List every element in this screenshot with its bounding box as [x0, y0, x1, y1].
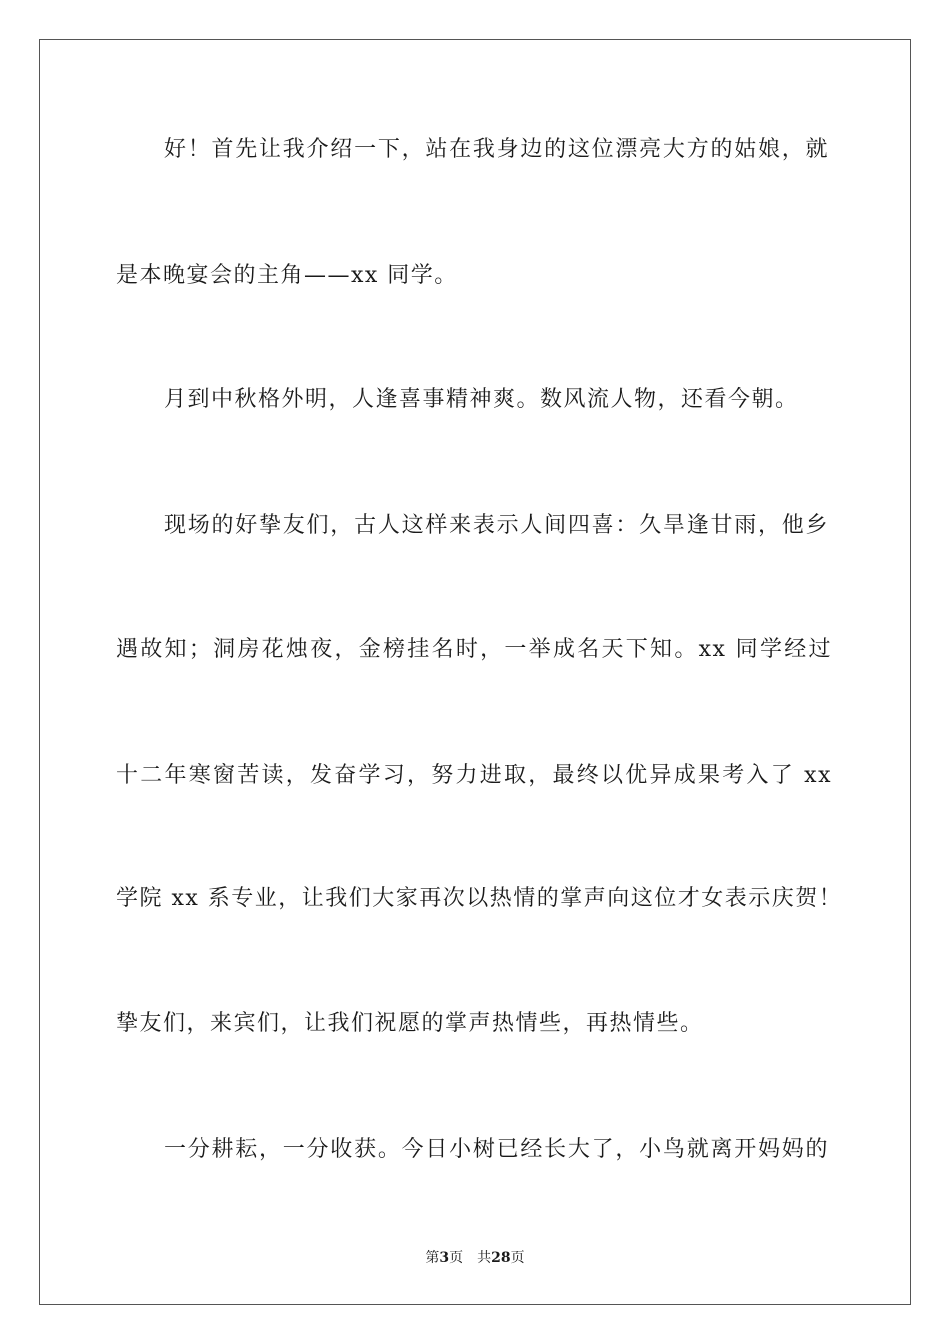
text-line-3: 月到中秋格外明，人逢喜事精神爽。数风流人物，还看今朝。: [164, 387, 799, 412]
text-line-7: 学院 xx 系专业，让我们大家再次以热情的掌声向这位才女表示庆贺！: [116, 886, 843, 911]
current-page-number: 3: [439, 1250, 450, 1266]
text-line-9: 一分耕耘，一分收获。今日小树已经长大了，小鸟就离开妈妈的: [164, 1137, 829, 1162]
page-footer: [0, 1249, 950, 1267]
page-border: [39, 39, 911, 1305]
text-line-2: 是本晚宴会的主角——xx 同学。: [116, 263, 458, 288]
text-line-4: 现场的好挚友们，古人这样来表示人间四喜：久旱逢甘雨，他乡: [164, 513, 829, 538]
footer-suffix: 页: [510, 1250, 525, 1266]
text-line-8: 挚友们，来宾们，让我们祝愿的掌声热情些，再热情些。: [116, 1011, 704, 1036]
total-pages-number: 28: [491, 1250, 511, 1266]
text-line-1: 好！首先让我介绍一下，站在我身边的这位漂亮大方的姑娘，就: [164, 137, 829, 162]
text-line-5: 遇故知；洞房花烛夜，金榜挂名时，一举成名天下知。xx 同学经过: [116, 637, 832, 662]
footer-prefix: 第: [425, 1250, 440, 1266]
footer-mid: 页 共: [449, 1250, 492, 1266]
text-line-6: 十二年寒窗苦读，发奋学习，努力进取，最终以优异成果考入了 xx: [116, 763, 832, 788]
